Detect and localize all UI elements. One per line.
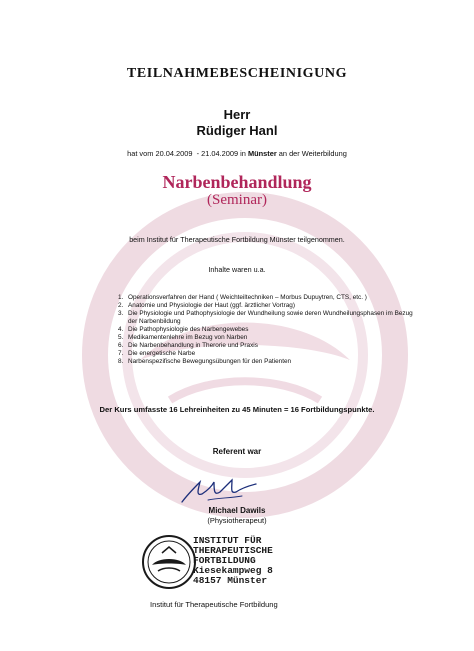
course-summary: Der Kurs umfasste 16 Lehreinheiten zu 45 Minuten = 16 Fortbildungspunkte.: [99, 405, 375, 414]
date-separator: -: [196, 149, 202, 158]
topic-number: 2.: [118, 302, 124, 309]
list-item: [118, 310, 418, 326]
signature-icon: [178, 474, 268, 508]
list-item: [118, 342, 418, 350]
institute-stamp: [140, 533, 320, 591]
list-item: [118, 334, 418, 342]
stamp-line: INSTITUT FÜR: [193, 535, 262, 546]
referent-name: Michael Dawils: [208, 506, 266, 515]
topic-number: 4.: [118, 326, 124, 333]
topic-number: 8.: [118, 358, 124, 365]
stamp-line: Kiesekampweg 8: [193, 565, 273, 576]
course-format: (Seminar): [207, 192, 267, 208]
list-item: [118, 302, 418, 310]
topic-text: Die Physiologie und Pathophysiologie der Wundheilung sowie deren Wundheilungsphasen im Bezug der Narbenbildung: [128, 310, 413, 325]
date-to: 21.04.2009: [201, 149, 239, 158]
participant-name: Rüdiger Hanl: [196, 123, 278, 138]
stamp-text: [193, 536, 273, 586]
topic-text: Die Pathophysiologie des Narbengewebes: [128, 326, 249, 333]
stamp-line: FORTBILDUNG: [193, 555, 256, 566]
list-item: [118, 350, 418, 358]
location: Münster: [247, 149, 277, 158]
topic-text: Narbenspezifische Bewegungsübungen für den Patienten: [128, 358, 292, 365]
topic-text: Die Narbenbehandlung in Therorie und Praxis: [128, 342, 258, 349]
stamp-logo-icon: [140, 533, 198, 591]
topic-number: 7.: [118, 350, 124, 357]
stamp-line: THERAPEUTISCHE: [193, 545, 273, 556]
topic-number: 3.: [118, 310, 124, 317]
referent-label: Referent war: [212, 447, 262, 456]
topic-number: 5.: [118, 334, 124, 341]
certificate-title: TEILNAHMEBESCHEINIGUNG: [126, 66, 348, 81]
list-item: [118, 326, 418, 334]
date-from: 20.04.2009: [155, 149, 193, 158]
topic-number: 6.: [118, 342, 124, 349]
institute-line: beim Institut für Therapeutische Fortbildung Münster teilgenommen.: [129, 235, 345, 244]
stamp-line: 48157 Münster: [193, 575, 268, 586]
topic-text: Operationsverfahren der Hand ( Weichteiltechniken – Morbus Dupuytren, CTS, etc. ): [128, 294, 367, 301]
topic-number: 1.: [118, 294, 124, 301]
course-title: Narbenbehandlung: [162, 172, 312, 192]
topics-list: [118, 294, 418, 366]
date-suffix: an der Weiterbildung: [278, 149, 347, 158]
topic-text: Anatomie und Physiologie der Haut (ggf. ärztlicher Vortrag): [128, 302, 295, 309]
salutation: Herr: [223, 107, 251, 122]
topic-text: Die energetische Narbe: [128, 350, 196, 357]
referent-role: (Physiotherapeut): [207, 516, 267, 525]
date-mid: in: [240, 149, 246, 158]
footer-institute: Institut für Therapeutische Fortbildung: [150, 600, 278, 609]
date-line: [0, 149, 474, 158]
contents-label: Inhalte waren u.a.: [208, 265, 266, 274]
list-item: [118, 358, 418, 366]
topic-text: Medikamentenlehre im Bezug von Narben: [128, 334, 248, 341]
date-prefix: hat vom: [127, 149, 154, 158]
list-item: [118, 294, 418, 302]
